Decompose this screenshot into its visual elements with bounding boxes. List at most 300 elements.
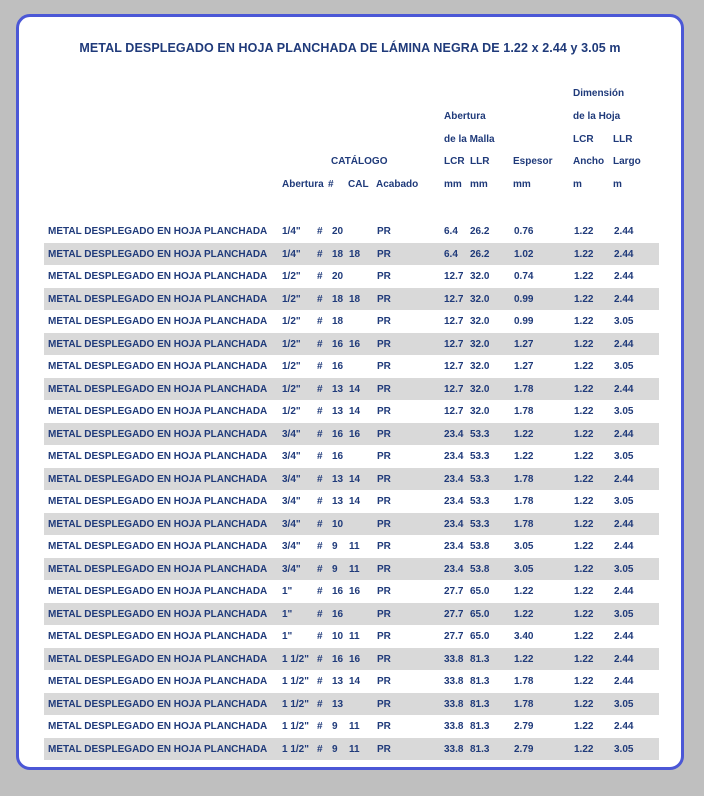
cell-largo: 3.05 [614,451,634,462]
cell-ancho: 1.22 [574,451,594,462]
cell-ancho: 1.22 [574,226,594,237]
cell-num: # [317,226,323,237]
cell-num: # [317,316,323,327]
cell-catalogo: 13 [332,698,344,710]
cell-llr: 65.0 [470,631,490,642]
cell-largo: 2.44 [614,338,634,350]
cell-acabado: PR [377,226,391,237]
cell-abertura: 1" [282,586,293,597]
cell-cal: 11 [349,563,360,575]
cell-acabado: PR [377,608,391,620]
cell-acabado: PR [377,653,391,665]
cell-acabado: PR [377,721,391,732]
cell-catalogo: 16 [332,653,344,665]
table-row [44,243,659,266]
cell-llr: 53.8 [470,541,490,552]
cell-lcr: 12.7 [444,293,464,305]
cell-description: METAL DESPLEGADO EN HOJA PLANCHADA [48,586,268,597]
cell-lcr: 23.4 [444,563,464,575]
cell-catalogo: 16 [332,586,344,597]
cell-largo: 2.44 [614,271,634,282]
cell-abertura: 3/4" [282,451,301,462]
cell-largo: 3.05 [614,563,634,575]
cell-espesor: 1.78 [514,676,534,687]
cell-ancho: 1.22 [574,541,594,552]
cell-abertura: 1/2" [282,383,301,395]
cell-largo: 2.44 [614,473,634,485]
cell-llr: 81.3 [470,676,490,687]
table-row [44,468,659,491]
cell-description: METAL DESPLEGADO EN HOJA PLANCHADA [48,698,268,710]
header-acabado: Acabado [376,179,419,190]
cell-cal: 11 [349,631,360,642]
cell-description: METAL DESPLEGADO EN HOJA PLANCHADA [48,316,268,327]
table-row [44,535,659,558]
cell-llr: 32.0 [470,406,490,417]
cell-cal: 16 [349,428,361,440]
cell-description: METAL DESPLEGADO EN HOJA PLANCHADA [48,248,268,260]
cell-cal: 18 [349,293,361,305]
cell-ancho: 1.22 [574,653,594,665]
cell-acabado: PR [377,338,391,350]
cell-acabado: PR [377,586,391,597]
cell-ancho: 1.22 [574,473,594,485]
cell-cal: 14 [349,473,361,485]
cell-catalogo: 16 [332,361,344,372]
cell-abertura: 3/4" [282,473,301,485]
cell-largo: 3.05 [614,608,634,620]
cell-catalogo: 13 [332,473,344,485]
cell-acabado: PR [377,406,391,417]
cell-lcr: 27.7 [444,608,464,620]
cell-ancho: 1.22 [574,338,594,350]
cell-acabado: PR [377,428,391,440]
header-catalogo: CATÁLOGO [331,156,388,167]
cell-largo: 2.44 [614,541,634,552]
cell-cal: 14 [349,406,361,417]
cell-description: METAL DESPLEGADO EN HOJA PLANCHADA [48,451,268,462]
cell-num: # [317,676,323,687]
cell-espesor: 1.22 [514,451,534,462]
cell-llr: 65.0 [470,608,490,620]
cell-espesor: 1.78 [514,383,534,395]
cell-abertura: 3/4" [282,428,301,440]
cell-espesor: 0.76 [514,226,534,237]
table-row [44,603,659,626]
cell-description: METAL DESPLEGADO EN HOJA PLANCHADA [48,721,268,732]
cell-largo: 3.05 [614,698,634,710]
cell-llr: 53.3 [470,473,490,485]
cell-llr: 26.2 [470,248,490,260]
cell-llr: 32.0 [470,271,490,282]
cell-description: METAL DESPLEGADO EN HOJA PLANCHADA [48,743,268,755]
cell-catalogo: 10 [332,631,344,642]
cell-catalogo: 20 [332,271,344,282]
cell-llr: 81.3 [470,653,490,665]
cell-abertura: 1/2" [282,361,301,372]
cell-acabado: PR [377,518,391,530]
cell-num: # [317,473,323,485]
cell-llr: 32.0 [470,338,490,350]
cell-catalogo: 9 [332,541,338,552]
header-m-ancho: m [573,179,582,190]
document-card [16,14,684,770]
cell-acabado: PR [377,496,391,507]
cell-lcr: 33.8 [444,653,464,665]
cell-lcr: 33.8 [444,676,464,687]
header-mm-lcr: mm [444,179,462,190]
cell-lcr: 12.7 [444,338,464,350]
cell-espesor: 1.22 [514,586,534,597]
header-mm-llr: mm [470,179,488,190]
cell-cal: 14 [349,383,361,395]
cell-abertura: 1/4" [282,248,301,260]
cell-num: # [317,653,323,665]
cell-cal: 11 [349,721,360,732]
cell-largo: 3.05 [614,361,634,372]
cell-lcr: 23.4 [444,451,464,462]
cell-largo: 2.44 [614,631,634,642]
cell-ancho: 1.22 [574,428,594,440]
cell-espesor: 2.79 [514,721,534,732]
cell-espesor: 3.05 [514,563,534,575]
cell-largo: 2.44 [614,518,634,530]
cell-abertura: 3/4" [282,563,301,575]
cell-lcr: 12.7 [444,271,464,282]
cell-lcr: 33.8 [444,698,464,710]
cell-abertura: 1/2" [282,316,301,327]
cell-acabado: PR [377,451,391,462]
table-row [44,288,659,311]
cell-lcr: 23.4 [444,428,464,440]
cell-description: METAL DESPLEGADO EN HOJA PLANCHADA [48,293,268,305]
cell-num: # [317,541,323,552]
cell-espesor: 1.78 [514,496,534,507]
header-abertura: Abertura [444,111,486,122]
table-row [44,333,659,356]
cell-description: METAL DESPLEGADO EN HOJA PLANCHADA [48,608,268,620]
cell-llr: 65.0 [470,586,490,597]
header-de-la-malla: de la Malla [444,134,495,145]
table-row [44,693,659,716]
cell-lcr: 23.4 [444,496,464,507]
cell-lcr: 27.7 [444,586,464,597]
cell-acabado: PR [377,361,391,372]
cell-catalogo: 9 [332,743,338,755]
cell-ancho: 1.22 [574,721,594,732]
cell-llr: 81.3 [470,743,490,755]
table-row [44,490,659,513]
table-row [44,310,659,333]
cell-llr: 53.3 [470,518,490,530]
cell-espesor: 1.78 [514,406,534,417]
cell-espesor: 1.78 [514,698,534,710]
cell-espesor: 1.78 [514,473,534,485]
cell-espesor: 1.27 [514,361,534,372]
header-lcr-hoja: LCR [573,134,594,145]
cell-ancho: 1.22 [574,316,594,327]
cell-cal: 16 [349,653,361,665]
cell-acabado: PR [377,383,391,395]
cell-acabado: PR [377,743,391,755]
cell-largo: 3.05 [614,406,634,417]
cell-num: # [317,406,323,417]
cell-lcr: 12.7 [444,361,464,372]
cell-llr: 32.0 [470,361,490,372]
table-row [44,670,659,693]
cell-num: # [317,608,323,620]
cell-acabado: PR [377,698,391,710]
cell-lcr: 12.7 [444,316,464,327]
cell-cal: 14 [349,496,361,507]
cell-cal: 14 [349,676,361,687]
cell-num: # [317,496,323,507]
cell-description: METAL DESPLEGADO EN HOJA PLANCHADA [48,518,268,530]
cell-description: METAL DESPLEGADO EN HOJA PLANCHADA [48,361,268,372]
cell-ancho: 1.22 [574,496,594,507]
cell-lcr: 33.8 [444,721,464,732]
cell-espesor: 0.74 [514,271,534,282]
cell-cal: 16 [349,586,361,597]
cell-acabado: PR [377,541,391,552]
cell-description: METAL DESPLEGADO EN HOJA PLANCHADA [48,563,268,575]
cell-catalogo: 16 [332,428,344,440]
cell-description: METAL DESPLEGADO EN HOJA PLANCHADA [48,473,268,485]
cell-ancho: 1.22 [574,698,594,710]
table-row [44,558,659,581]
cell-acabado: PR [377,316,391,327]
cell-num: # [317,293,323,305]
cell-description: METAL DESPLEGADO EN HOJA PLANCHADA [48,271,268,282]
table-row [44,715,659,738]
cell-num: # [317,361,323,372]
cell-acabado: PR [377,676,391,687]
cell-cal: 16 [349,338,361,350]
cell-espesor: 3.05 [514,541,534,552]
cell-ancho: 1.22 [574,406,594,417]
cell-description: METAL DESPLEGADO EN HOJA PLANCHADA [48,496,268,507]
cell-catalogo: 20 [332,226,344,237]
cell-lcr: 6.4 [444,248,458,260]
page-title: METAL DESPLEGADO EN HOJA PLANCHADA DE LÁMINA NEGRA DE 1.22 x 2.44 y 3.05 m [79,41,621,55]
cell-ancho: 1.22 [574,586,594,597]
cell-largo: 2.44 [614,383,634,395]
header-abertura-col: Abertura [282,179,324,190]
cell-abertura: 1/4" [282,226,301,237]
cell-num: # [317,721,323,732]
cell-llr: 81.3 [470,698,490,710]
cell-lcr: 6.4 [444,226,458,237]
cell-cal: 11 [349,541,360,552]
cell-abertura: 3/4" [282,496,301,507]
cell-espesor: 2.79 [514,743,534,755]
cell-catalogo: 13 [332,676,344,687]
cell-description: METAL DESPLEGADO EN HOJA PLANCHADA [48,653,268,665]
header-espesor: Espesor [513,156,553,167]
cell-llr: 53.3 [470,451,490,462]
cell-catalogo: 9 [332,563,338,575]
cell-espesor: 1.02 [514,248,534,260]
header-dimension: Dimensión [573,88,625,99]
cell-ancho: 1.22 [574,271,594,282]
cell-lcr: 23.4 [444,518,464,530]
cell-num: # [317,248,323,260]
cell-abertura: 1 1/2" [282,743,309,755]
cell-description: METAL DESPLEGADO EN HOJA PLANCHADA [48,338,268,350]
cell-ancho: 1.22 [574,248,594,260]
cell-cal: 11 [349,743,360,755]
cell-acabado: PR [377,473,391,485]
cell-catalogo: 16 [332,608,344,620]
cell-description: METAL DESPLEGADO EN HOJA PLANCHADA [48,631,268,642]
cell-num: # [317,563,323,575]
table-row [44,355,659,378]
cell-largo: 2.44 [614,248,634,260]
cell-catalogo: 10 [332,518,344,530]
header-largo: Largo [613,156,641,167]
cell-llr: 53.3 [470,496,490,507]
cell-abertura: 1 1/2" [282,676,309,687]
cell-catalogo: 16 [332,338,344,350]
cell-description: METAL DESPLEGADO EN HOJA PLANCHADA [48,406,268,417]
cell-ancho: 1.22 [574,563,594,575]
cell-llr: 26.2 [470,226,490,237]
cell-ancho: 1.22 [574,676,594,687]
table-row [44,265,659,288]
table-row [44,513,659,536]
cell-largo: 2.44 [614,721,634,732]
cell-ancho: 1.22 [574,293,594,305]
cell-lcr: 12.7 [444,406,464,417]
cell-description: METAL DESPLEGADO EN HOJA PLANCHADA [48,541,268,552]
table-row [44,580,659,603]
cell-catalogo: 16 [332,451,344,462]
cell-largo: 3.05 [614,496,634,507]
table-row [44,378,659,401]
cell-lcr: 23.4 [444,541,464,552]
cell-catalogo: 18 [332,316,344,327]
cell-catalogo: 18 [332,293,344,305]
cell-abertura: 1 1/2" [282,653,309,665]
cell-description: METAL DESPLEGADO EN HOJA PLANCHADA [48,383,268,395]
header-lcr-malla: LCR [444,156,465,167]
cell-espesor: 1.22 [514,428,534,440]
cell-ancho: 1.22 [574,518,594,530]
cell-abertura: 1 1/2" [282,721,309,732]
cell-ancho: 1.22 [574,361,594,372]
cell-espesor: 1.22 [514,653,534,665]
cell-largo: 2.44 [614,428,634,440]
cell-espesor: 1.27 [514,338,534,350]
cell-cal: 18 [349,248,361,260]
table-row [44,445,659,468]
cell-abertura: 1 1/2" [282,698,309,710]
cell-llr: 81.3 [470,721,490,732]
cell-num: # [317,743,323,755]
cell-abertura: 1/2" [282,338,301,350]
cell-largo: 2.44 [614,586,634,597]
cell-acabado: PR [377,563,391,575]
cell-catalogo: 13 [332,496,344,507]
cell-num: # [317,428,323,440]
header-llr-hoja: LLR [613,134,633,145]
cell-abertura: 1/2" [282,406,301,417]
cell-largo: 2.44 [614,676,634,687]
cell-description: METAL DESPLEGADO EN HOJA PLANCHADA [48,676,268,687]
cell-abertura: 1" [282,608,293,620]
cell-lcr: 23.4 [444,473,464,485]
cell-description: METAL DESPLEGADO EN HOJA PLANCHADA [48,428,268,440]
cell-espesor: 1.78 [514,518,534,530]
cell-lcr: 12.7 [444,383,464,395]
table-row [44,220,659,243]
cell-abertura: 1/2" [282,271,301,282]
cell-catalogo: 9 [332,721,338,732]
cell-num: # [317,631,323,642]
header-cal: CAL [348,179,369,190]
cell-llr: 32.0 [470,293,490,305]
cell-acabado: PR [377,293,391,305]
cell-num: # [317,451,323,462]
cell-espesor: 1.22 [514,608,534,620]
cell-abertura: 1" [282,631,293,642]
cell-catalogo: 13 [332,383,344,395]
cell-catalogo: 18 [332,248,344,260]
cell-num: # [317,271,323,282]
cell-llr: 32.0 [470,383,490,395]
cell-lcr: 33.8 [444,743,464,755]
cell-catalogo: 13 [332,406,344,417]
cell-llr: 32.0 [470,316,490,327]
header-ancho: Ancho [573,156,605,167]
cell-ancho: 1.22 [574,743,594,755]
cell-llr: 53.8 [470,563,490,575]
cell-ancho: 1.22 [574,608,594,620]
cell-ancho: 1.22 [574,631,594,642]
table-row [44,400,659,423]
cell-num: # [317,586,323,597]
header-de-la-hoja: de la Hoja [573,111,621,122]
data-table [44,220,659,760]
cell-espesor: 3.40 [514,631,534,642]
cell-abertura: 1/2" [282,293,301,305]
cell-espesor: 0.99 [514,293,534,305]
cell-lcr: 27.7 [444,631,464,642]
header-mm-espesor: mm [513,179,531,190]
cell-acabado: PR [377,271,391,282]
cell-largo: 2.44 [614,226,634,237]
cell-abertura: 3/4" [282,518,301,530]
header-llr-malla: LLR [470,156,490,167]
header-m-largo: m [613,179,622,190]
cell-acabado: PR [377,631,391,642]
table-row [44,625,659,648]
cell-num: # [317,383,323,395]
cell-acabado: PR [377,248,391,260]
cell-largo: 2.44 [614,293,634,305]
cell-num: # [317,338,323,350]
cell-largo: 2.44 [614,653,634,665]
table-row [44,423,659,446]
cell-largo: 3.05 [614,743,634,755]
table-row [44,648,659,671]
header-num: # [328,179,334,190]
cell-espesor: 0.99 [514,316,534,327]
cell-description: METAL DESPLEGADO EN HOJA PLANCHADA [48,226,268,237]
cell-abertura: 3/4" [282,541,301,552]
cell-llr: 53.3 [470,428,490,440]
cell-num: # [317,518,323,530]
